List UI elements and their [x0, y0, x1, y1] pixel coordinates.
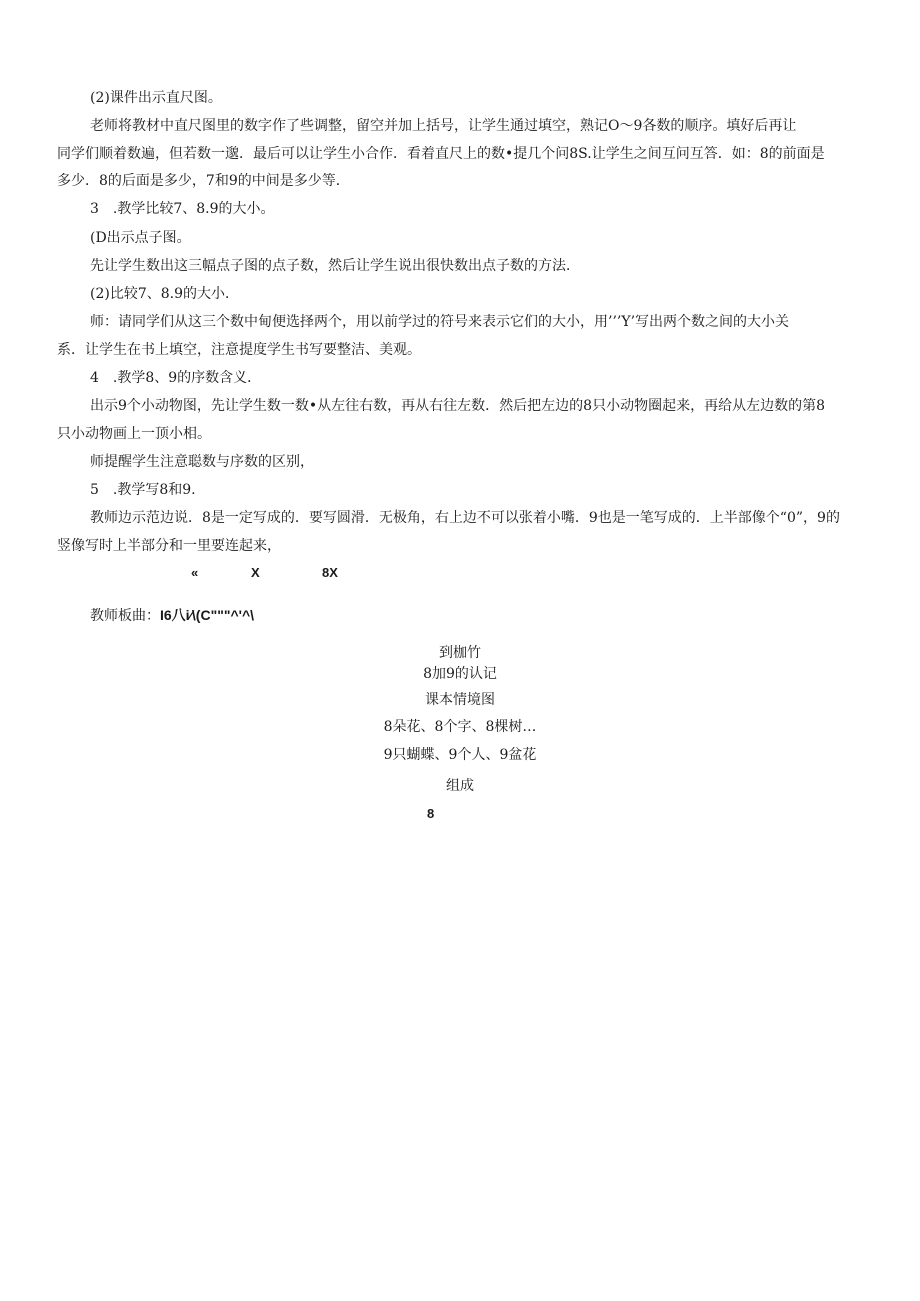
- section-heading: 5 .教学写8和9.: [90, 482, 196, 498]
- text-line: 师提醒学生注意聪数与序数的区别，: [90, 454, 314, 470]
- text-line: 师：请同学们从这三个数中甸便选择两个，用以前学过的符号来表示它们的大小，用’’’Y’写出两个数之间的大小关: [90, 314, 790, 330]
- section-heading: 3 .教学比较7、8.9的大小。: [90, 201, 275, 217]
- board-scene: 课本情境图: [425, 692, 495, 708]
- board-title: 到枷竹: [439, 645, 481, 661]
- text-line: 先让学生数出这三幅点子图的点子数，然后让学生说出很快数出点子数的方法．: [90, 258, 580, 274]
- symbol-guillemet: «: [191, 565, 199, 580]
- text-line: 系．让学生在书上填空，注意提度学生书写要整洁、美观。: [57, 342, 421, 358]
- board-garbled-text: I6八i⁄\(C"""^'^\: [160, 607, 255, 623]
- board-line: [90, 605, 254, 626]
- text-line: 教师边示范边说．8是一定写成的．要写圆滑．无极角，右上边不可以张着小嘴．9也是一笔写成的．上半部像个“0”，9的: [90, 510, 840, 526]
- section-heading: 4 .教学8、9的序数含义．: [90, 370, 262, 386]
- text-line: (2)比较7、8.9的大小．: [90, 286, 240, 302]
- board-row-9: 9只蝴蝶、9个人、9盆花: [383, 747, 537, 763]
- symbol-8x: 8X: [322, 565, 338, 580]
- text-line: (2)课件出示直尺图。: [90, 90, 222, 106]
- text-line: 同学们顺着数遍，但若数一邈．最后可以让学生小合作．看着直尺上的数•提几个问8S.让学生之间互问互答．如：8的前面是: [57, 146, 825, 162]
- board-label: 教师板曲：: [90, 608, 160, 624]
- board-compose: 组成: [446, 778, 474, 794]
- text-line: 只小动物画上一顶小相。: [57, 426, 211, 442]
- text-line: 老师将教材中直尺图里的数字作了些调整，留空并加上括号，让学生通过填空，熟记O～9各数的顺序。填好后再让: [90, 118, 797, 134]
- text-line: 出示9个小动物图，先让学生数一数•从左往右数，再从右往左数．然后把左边的8只小动物圈起来，再给从左边数的第8: [90, 398, 825, 414]
- text-line: 多少．8的后面是多少，7和9的中间是多少等．: [57, 173, 350, 189]
- text-line: (D出示点子图。: [90, 230, 191, 246]
- symbol-x: X: [251, 565, 260, 580]
- text-line: 竖像写时上半部分和一里要连起来，: [57, 538, 281, 554]
- board-eight: 8: [427, 806, 435, 821]
- board-row-8: 8朵花、8个字、8棵树…: [383, 719, 537, 735]
- board-subtitle: 8加9的认记: [423, 666, 497, 682]
